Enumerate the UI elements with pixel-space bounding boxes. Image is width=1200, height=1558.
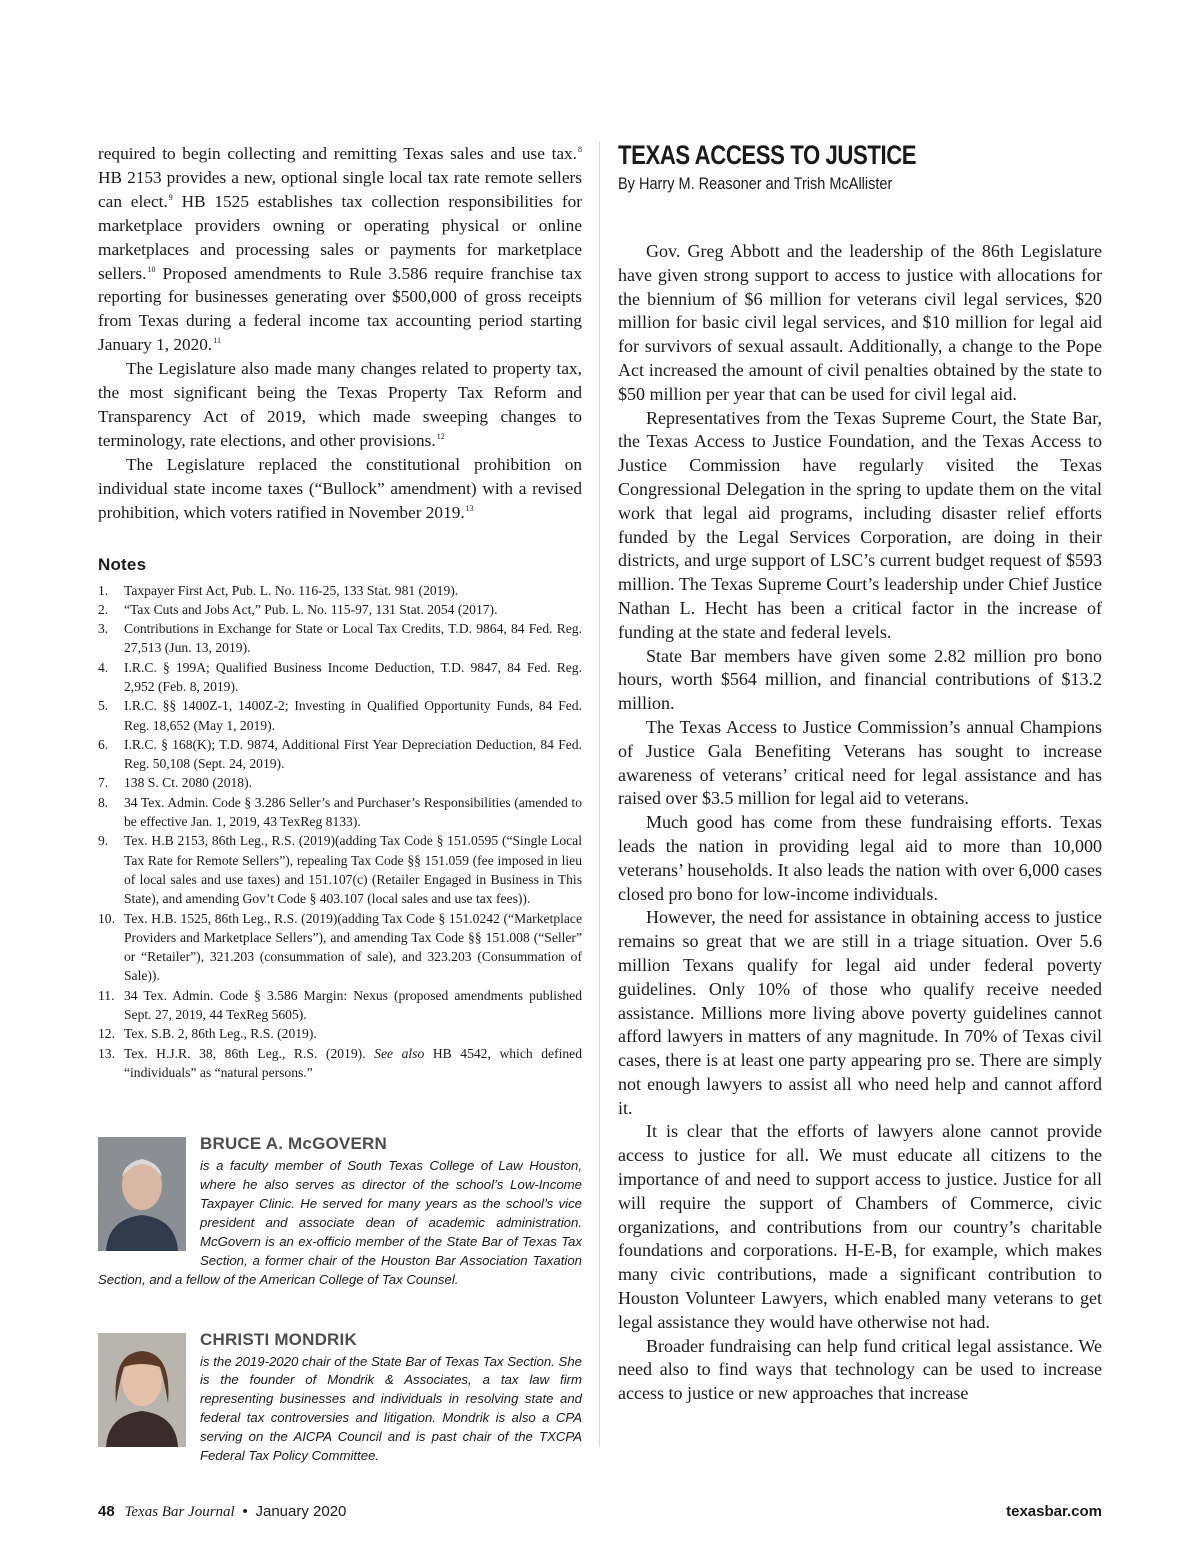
- page-footer: [98, 1503, 1102, 1527]
- note-item: [98, 696, 582, 735]
- note-text: 34 Tex. Admin. Code § 3.586 Margin: Nexus (proposed amendments published Sept. 27, 2019, 44 TexReg 5605).: [124, 987, 582, 1023]
- author-photo: [98, 1137, 186, 1251]
- author-name: BRUCE A. McGOVERN: [200, 1134, 387, 1154]
- website-link[interactable]: texasbar.com: [1006, 1503, 1102, 1520]
- note-item: [98, 773, 582, 792]
- article-paragraph: Representatives from the Texas Supreme Court, the State Bar, the Texas Access to Justice Foundation, and the Texas Access to Justice Commission have regularly visited the Texas Congressional Delegation in the spring to update them on the vital work that legal aid programs, including disaster relief efforts funded by the Legal Services Corporation, are doing in their districts, and urge support of LSC’s current budget request of $593 million. The Texas Supreme Court’s leadership under Chief Justice Nathan L. Hecht has been a critical factor in the increase of funding at the state and federal levels.: [618, 407, 1102, 642]
- note-item: [98, 831, 582, 908]
- footnote-ref[interactable]: 13: [465, 503, 474, 513]
- article-byline: By Harry M. Reasoner and Trish McAllister: [618, 175, 893, 193]
- footnote-ref[interactable]: 12: [436, 431, 445, 441]
- notes-heading: Notes: [98, 554, 147, 574]
- article-paragraph: The Texas Access to Justice Commission’s annual Champions of Justice Gala Benefiting Veterans has sought to increase awareness of veterans’ critical need for legal assistance and has raised over $3.5 million for legal aid to veterans.: [618, 716, 1102, 809]
- footnote-ref[interactable]: 9: [168, 192, 173, 202]
- author-bio-block: [98, 1330, 582, 1466]
- article-paragraph: Much good has come from these fundraising efforts. Texas leads the nation in providing legal aid to more than 10,000 veterans’ households. It also leads the nation with over 6,000 cases closed pro bono for low-income individuals.: [618, 812, 1102, 904]
- note-number: 12.: [98, 1026, 115, 1042]
- article-paragraph: State Bar members have given some 2.82 million pro bono hours, worth $564 million, and financial contributions of $13.2 million.: [618, 645, 1102, 714]
- note-number: 8.: [98, 794, 109, 810]
- text-run: required to begin collecting and remitting Texas sales and use tax.: [98, 144, 577, 163]
- note-number: 10.: [98, 910, 115, 926]
- note-item: [98, 735, 582, 774]
- footnote-ref[interactable]: 8: [578, 145, 582, 154]
- note-text: I.R.C. § 168(K); T.D. 9874, Additional First Year Depreciation Deduction, 84 Fed. Reg. 50,108 (Sept. 24, 2019).: [124, 736, 582, 772]
- body-paragraph: [98, 142, 582, 357]
- text-run: The Legislature replaced the constitutional prohibition on individual state income taxes (“Bullock” amendment) with a revised prohibition, which voters ratified in November 2019.: [98, 454, 582, 522]
- note-text: 34 Tex. Admin. Code § 3.286 Seller’s and Purchaser’s Responsibilities (amended to be effective Jan. 1, 2019, 43 TexReg 8133).: [124, 794, 582, 830]
- author-portrait-icon: [98, 1333, 186, 1447]
- note-number: 4.: [98, 659, 109, 675]
- author-bio-text: is a faculty member of South Texas College of Law Houston, where he also serves as director of the school’s Low-Income Taxpayer Clinic. He served for many years as the school’s vice president and associate dean of academic administration. McGovern is an ex-officio member of the State Bar of Texas Tax Section, a former chair of the Houston Bar Association Taxation Section, and a fellow of the American College of Tax Counsel.: [98, 1158, 582, 1287]
- article-paragraph: However, the need for assistance in obtaining access to justice remains so great that we are still in a triage situation. Over 5.6 million Texans qualify for legal aid under federal poverty guidelines. Only 10% of those who qualify receive needed assistance. Millions more living above poverty guidelines cannot afford lawyers in matters of any magnitude. In 70% of Texas civil cases, there is at least one party appearing pro se. There are simply not enough lawyers to assist all who need help and cannot afford it.: [618, 907, 1102, 1118]
- article-paragraph: It is clear that the efforts of lawyers alone cannot provide access to justice for all. We must educate all citizens to the importance of and need to support access to justice. Justice for all will require the support of Chambers of Commerce, civic organizations, and contributions from our country’s charitable foundations and corporations. H-E-B, for example, which makes many civic contributions, made a significant contribution to Houston Volunteer Lawyers, which enabled many veterans to get legal assistance they would have otherwise not had.: [618, 1121, 1102, 1332]
- author-bios: [98, 1134, 582, 1466]
- left-body-text: [98, 142, 582, 525]
- note-number: 6.: [98, 736, 109, 752]
- note-number: 9.: [98, 833, 109, 849]
- text-run: HB 2153 provides a new, optional single local tax rate remote sellers can elect.: [98, 167, 582, 211]
- note-text: Tex. H.B 2153, 86th Leg., R.S. (2019)(adding Tax Code § 151.0595 (“Single Local Tax Rate for Remote Sellers”), repealing Tax Code §§ 151.059 (fee imposed in lieu of local sales and use taxes) and 151.107(c) (Retailer Engaged in Business in This State), and amending Gov’t Code § 403.107 (local sales and use tax fees)).: [124, 833, 582, 907]
- note-text: Taxpayer First Act, Pub. L. No. 116-25, 133 Stat. 981 (2019).: [124, 582, 459, 598]
- note-item: [98, 986, 582, 1025]
- footnote-ref[interactable]: 10: [147, 264, 156, 274]
- author-bio-text: is the 2019-2020 chair of the State Bar of Texas Tax Section. She is the founder of Mondrik & Associates, a tax law firm representing businesses and individuals in resolving state and federal tax controversies and litigation. Mondrik is also a CPA serving on the AICPA Council and is past chair of the TXCPA Federal Tax Policy Committee.: [200, 1353, 582, 1464]
- footnote-ref[interactable]: 11: [213, 336, 221, 346]
- note-text: “Tax Cuts and Jobs Act,” Pub. L. No. 115-97, 131 Stat. 2054 (2017).: [124, 601, 498, 617]
- note-number: 3.: [98, 621, 109, 637]
- note-text: Tex. H.J.R. 38, 86th Leg., R.S. (2019).: [124, 1045, 375, 1061]
- left-column: [98, 142, 582, 1466]
- note-text: I.R.C. § 199A; Qualified Business Income Deduction, T.D. 9847, 84 Fed. Reg. 2,952 (Feb. 8, 2019).: [124, 659, 582, 694]
- note-number: 1.: [98, 582, 109, 598]
- article-title: TEXAS ACCESS TO JUSTICE: [618, 140, 917, 170]
- note-item: [98, 619, 582, 658]
- author-name: CHRISTI MONDRIK: [200, 1329, 357, 1349]
- note-item: [98, 1024, 582, 1043]
- note-text: Tex. S.B. 2, 86th Leg., R.S. (2019).: [124, 1026, 317, 1042]
- note-item: [98, 581, 582, 600]
- right-column: [618, 140, 1102, 1406]
- text-run: The Legislature also made many changes related to property tax, the most significant being the Texas Property Tax Reform and Transparency Act of 2019, which made sweeping changes to terminology, rate elections, and other provisions.: [98, 359, 582, 450]
- note-item: [98, 793, 582, 832]
- author-bio-block: [98, 1134, 582, 1289]
- publication-name: Texas Bar Journal: [124, 1504, 235, 1520]
- note-text: I.R.C. §§ 1400Z-1, 1400Z-2; Investing in Qualified Opportunity Funds, 84 Fed. Reg. 18,652 (May 1, 2019).: [124, 698, 582, 733]
- note-item: [98, 1044, 582, 1083]
- note-number: 7.: [98, 775, 109, 791]
- note-item: [98, 909, 582, 986]
- body-paragraph: [98, 357, 582, 453]
- author-portrait-icon: [98, 1137, 186, 1251]
- footer-left: [98, 1503, 346, 1521]
- footer-separator: •: [242, 1503, 248, 1520]
- note-text: 138 S. Ct. 2080 (2018).: [124, 775, 253, 791]
- note-text: HB 4542, which defined “individuals” as “natural persons.”: [124, 1045, 582, 1080]
- note-number: 2.: [98, 601, 109, 617]
- notes-list: [98, 581, 582, 1083]
- article-paragraph: Broader fundraising can help fund critical legal assistance. We need also to find ways that technology can be used to increase access to justice or new approaches that increase: [618, 1335, 1102, 1404]
- note-text: Tex. H.B. 1525, 86th Leg., R.S. (2019)(adding Tax Code § 151.0242 (“Marketplace Providers and Marketplace Sellers”), and amending Tax Code §§ 151.008 (“Seller” or “Retailer”), 321.203 (consummation of sale), and 323.203 (Consummation of Sale)).: [124, 910, 582, 984]
- note-item: [98, 658, 582, 697]
- column-divider: [599, 142, 600, 1447]
- note-number: 13.: [98, 1045, 115, 1061]
- author-photo: [98, 1333, 186, 1447]
- issue-date: January 2020: [255, 1503, 347, 1520]
- text-run: HB 1525 establishes tax collection responsibilities for marketplace providers owning or operating physical or online marketplaces and processing sales or payments for marketplace sellers.: [98, 191, 582, 283]
- note-item: [98, 600, 582, 619]
- page-number: 48: [98, 1503, 115, 1520]
- note-text: Contributions in Exchange for State or Local Tax Credits, T.D. 9864, 84 Fed. Reg. 27,513 (Jun. 13, 2019).: [124, 621, 582, 656]
- note-text-italic: See also: [374, 1045, 425, 1061]
- article-body: [618, 240, 1102, 1406]
- note-number: 5.: [98, 698, 109, 714]
- text-run: Proposed amendments to Rule 3.586 require franchise tax reporting for businesses generating over $500,000 of gross receipts from Texas during a federal income tax accounting period starting January 1, 2020.: [98, 263, 582, 355]
- article-paragraph: Gov. Greg Abbott and the leadership of the 86th Legislature have given strong support to access to justice with allocations for the biennium of $6 million for veterans civil legal services, $20 million for basic civil legal services, and $10 million for legal aid for survivors of sexual assault. Additionally, a change to the Pope Act increased the amount of civil penalties obtained by the state to $50 million per year that can be used for civil legal aid.: [618, 241, 1102, 404]
- note-number: 11.: [98, 987, 115, 1003]
- body-paragraph: [98, 453, 582, 525]
